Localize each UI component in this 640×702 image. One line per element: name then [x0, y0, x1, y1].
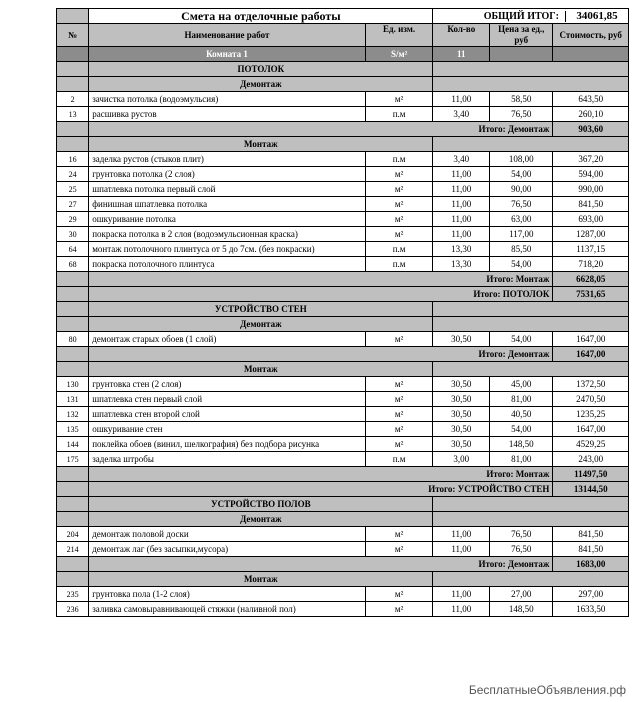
item-number: 135 [57, 422, 89, 437]
item-cost: 1633,50 [553, 602, 629, 617]
section-header [57, 302, 629, 317]
estimate-table [56, 8, 629, 617]
subsection-header [57, 77, 629, 92]
item-qty: 30,50 [433, 407, 490, 422]
item-number: 131 [57, 392, 89, 407]
item-number: 214 [57, 542, 89, 557]
item-cost: 1235,25 [553, 407, 629, 422]
table-row [57, 527, 629, 542]
section-total-label: Итого: УСТРОЙСТВО СТЕН [89, 482, 553, 497]
section-total-value: 13144,50 [553, 482, 629, 497]
item-unit: м² [365, 197, 433, 212]
item-name: ошкуривание стен [89, 422, 366, 437]
item-unit: м² [365, 422, 433, 437]
subtotal-row [57, 347, 629, 362]
subtotal-value: 1647,00 [553, 347, 629, 362]
item-unit: п.м [365, 107, 433, 122]
item-name: демонтаж старых обоев (1 слой) [89, 332, 366, 347]
item-price: 40,50 [490, 407, 553, 422]
item-unit: п.м [365, 452, 433, 467]
table-row [57, 377, 629, 392]
item-qty: 11,00 [433, 182, 490, 197]
item-unit: п.м [365, 242, 433, 257]
item-name: покраска потолочного плинтуса [89, 257, 366, 272]
item-unit: м² [365, 602, 433, 617]
item-name: расшивка рустов [89, 107, 366, 122]
item-qty: 11,00 [433, 197, 490, 212]
subtotal-value: 903,60 [553, 122, 629, 137]
item-price: 58,50 [490, 92, 553, 107]
item-cost: 1287,00 [553, 227, 629, 242]
item-price: 90,00 [490, 182, 553, 197]
item-cost: 718,20 [553, 257, 629, 272]
table-row [57, 422, 629, 437]
item-name: грунтовка потолка (2 слоя) [89, 167, 366, 182]
item-price: 81,00 [490, 392, 553, 407]
table-row [57, 182, 629, 197]
item-number: 80 [57, 332, 89, 347]
item-cost: 2470,50 [553, 392, 629, 407]
item-cost: 1372,50 [553, 377, 629, 392]
item-cost: 1647,00 [553, 332, 629, 347]
item-qty: 11,00 [433, 212, 490, 227]
item-cost: 841,50 [553, 527, 629, 542]
item-number: 25 [57, 182, 89, 197]
item-cost: 260,10 [553, 107, 629, 122]
item-cost: 367,20 [553, 152, 629, 167]
item-cost: 990,00 [553, 182, 629, 197]
item-name: поклейка обоев (винил, шелкография) без подбора рисунка [89, 437, 366, 452]
item-qty: 30,50 [433, 332, 490, 347]
item-qty: 11,00 [433, 527, 490, 542]
item-qty: 30,50 [433, 422, 490, 437]
section-total-label: Итого: ПОТОЛОК [89, 287, 553, 302]
item-price: 63,00 [490, 212, 553, 227]
item-unit: п.м [365, 152, 433, 167]
section-title: ПОТОЛОК [89, 62, 433, 77]
item-name: шпатлевка стен второй слой [89, 407, 366, 422]
table-row [57, 587, 629, 602]
item-qty: 11,00 [433, 602, 490, 617]
item-qty: 11,00 [433, 167, 490, 182]
subsection-title: Монтаж [89, 572, 433, 587]
subtotal-row [57, 272, 629, 287]
item-number: 16 [57, 152, 89, 167]
section-title: УСТРОЙСТВО ПОЛОВ [89, 497, 433, 512]
subsection-title: Демонтаж [89, 77, 433, 92]
item-name: грунтовка пола (1-2 слоя) [89, 587, 366, 602]
subsection-header [57, 362, 629, 377]
item-cost: 643,50 [553, 92, 629, 107]
table-row [57, 542, 629, 557]
subsection-header [57, 512, 629, 527]
item-cost: 297,00 [553, 587, 629, 602]
item-price: 85,50 [490, 242, 553, 257]
grand-total-value: 34061,85 [565, 11, 628, 22]
subtotal-label: Итого: Монтаж [89, 467, 553, 482]
item-price: 76,50 [490, 542, 553, 557]
table-row [57, 452, 629, 467]
item-price: 117,00 [490, 227, 553, 242]
item-price: 76,50 [490, 107, 553, 122]
item-unit: м² [365, 437, 433, 452]
item-qty: 11,00 [433, 92, 490, 107]
item-qty: 30,50 [433, 392, 490, 407]
item-unit: м² [365, 92, 433, 107]
item-number: 30 [57, 227, 89, 242]
section-header [57, 497, 629, 512]
item-unit: п.м [365, 257, 433, 272]
header-qty: Кол-во [433, 24, 490, 47]
item-price: 148,50 [490, 437, 553, 452]
item-name: демонтаж лаг (без засыпки,мусора) [89, 542, 366, 557]
item-qty: 30,50 [433, 437, 490, 452]
item-number: 68 [57, 257, 89, 272]
item-cost: 841,50 [553, 197, 629, 212]
table-row [57, 602, 629, 617]
item-price: 54,00 [490, 332, 553, 347]
item-price: 108,00 [490, 152, 553, 167]
table-row [57, 407, 629, 422]
subsection-header [57, 317, 629, 332]
subtotal-value: 11497,50 [553, 467, 629, 482]
header-row [57, 24, 629, 47]
table-row [57, 92, 629, 107]
subsection-title: Демонтаж [89, 512, 433, 527]
item-cost: 243,00 [553, 452, 629, 467]
title-row [57, 9, 629, 24]
item-name: финишная шпатлевка потолка [89, 197, 366, 212]
table-row [57, 392, 629, 407]
item-cost: 841,50 [553, 542, 629, 557]
table-row [57, 167, 629, 182]
subsection-header [57, 572, 629, 587]
section-total-row [57, 482, 629, 497]
item-qty: 3,40 [433, 107, 490, 122]
section-total-row [57, 287, 629, 302]
item-number: 175 [57, 452, 89, 467]
item-name: заделка штробы [89, 452, 366, 467]
room-name: Комната 1 [89, 47, 366, 62]
item-price: 27,00 [490, 587, 553, 602]
item-price: 148,50 [490, 602, 553, 617]
item-qty: 3,00 [433, 452, 490, 467]
item-price: 81,00 [490, 452, 553, 467]
subtotal-value: 1683,00 [553, 557, 629, 572]
header-no: № [57, 24, 89, 47]
item-unit: м² [365, 527, 433, 542]
header-name: Наименование работ [89, 24, 366, 47]
item-name: монтаж потолочного плинтуса от 5 до 7см. (без покраски) [89, 242, 366, 257]
subtotal-value: 6628,05 [553, 272, 629, 287]
table-row [57, 152, 629, 167]
item-qty: 13,30 [433, 257, 490, 272]
item-number: 132 [57, 407, 89, 422]
subtotal-label: Итого: Демонтаж [89, 122, 553, 137]
item-unit: м² [365, 167, 433, 182]
item-cost: 693,00 [553, 212, 629, 227]
item-unit: м² [365, 407, 433, 422]
item-name: шпатлевка потолка первый слой [89, 182, 366, 197]
item-price: 54,00 [490, 257, 553, 272]
table-row [57, 197, 629, 212]
item-price: 45,00 [490, 377, 553, 392]
subtotal-row [57, 467, 629, 482]
subtotal-label: Итого: Демонтаж [89, 347, 553, 362]
item-price: 76,50 [490, 527, 553, 542]
item-name: заделка рустов (стыков плит) [89, 152, 366, 167]
item-number: 27 [57, 197, 89, 212]
item-name: заливка самовыравнивающей стяжки (наливной пол) [89, 602, 366, 617]
item-name: ошкуривание потолка [89, 212, 366, 227]
room-row [57, 47, 629, 62]
item-unit: м² [365, 227, 433, 242]
item-price: 54,00 [490, 422, 553, 437]
table-row [57, 257, 629, 272]
table-row [57, 212, 629, 227]
item-qty: 3,40 [433, 152, 490, 167]
item-price: 76,50 [490, 197, 553, 212]
item-number: 130 [57, 377, 89, 392]
item-number: 2 [57, 92, 89, 107]
item-number: 236 [57, 602, 89, 617]
section-header [57, 62, 629, 77]
section-total-value: 7531,65 [553, 287, 629, 302]
item-number: 235 [57, 587, 89, 602]
section-title: УСТРОЙСТВО СТЕН [89, 302, 433, 317]
table-row [57, 242, 629, 257]
item-qty: 30,50 [433, 377, 490, 392]
item-unit: м² [365, 182, 433, 197]
item-name: покраска потолка в 2 слоя (водоэмульсионная краска) [89, 227, 366, 242]
item-number: 13 [57, 107, 89, 122]
item-cost: 4529,25 [553, 437, 629, 452]
subtotal-label: Итого: Монтаж [89, 272, 553, 287]
item-unit: м² [365, 587, 433, 602]
table-row [57, 332, 629, 347]
header-cost: Стоимость, руб [553, 24, 629, 47]
item-name: шпатлевка стен первый слой [89, 392, 366, 407]
item-number: 24 [57, 167, 89, 182]
subtotal-label: Итого: Демонтаж [89, 557, 553, 572]
item-number: 204 [57, 527, 89, 542]
room-unit: S/м² [365, 47, 433, 62]
item-qty: 11,00 [433, 227, 490, 242]
item-name: грунтовка стен (2 слоя) [89, 377, 366, 392]
header-price: Цена за ед., руб [490, 24, 553, 47]
item-qty: 11,00 [433, 587, 490, 602]
item-qty: 13,30 [433, 242, 490, 257]
table-row [57, 107, 629, 122]
subtotal-row [57, 557, 629, 572]
subsection-title: Монтаж [89, 362, 433, 377]
item-cost: 1647,00 [553, 422, 629, 437]
item-cost: 594,00 [553, 167, 629, 182]
item-unit: м² [365, 542, 433, 557]
room-qty: 11 [433, 47, 490, 62]
item-unit: м² [365, 332, 433, 347]
document-title: Смета на отделочные работы [89, 9, 433, 24]
table-row [57, 437, 629, 452]
item-unit: м² [365, 392, 433, 407]
item-number: 64 [57, 242, 89, 257]
subsection-header [57, 137, 629, 152]
item-name: зачистка потолка (водоэмульсия) [89, 92, 366, 107]
item-qty: 11,00 [433, 542, 490, 557]
item-price: 54,00 [490, 167, 553, 182]
item-number: 29 [57, 212, 89, 227]
grand-total-label: ОБЩИЙ ИТОГ: [483, 10, 559, 22]
item-unit: м² [365, 212, 433, 227]
subsection-title: Монтаж [89, 137, 433, 152]
table-row [57, 227, 629, 242]
watermark-text: БесплатныеОбъявления.рф [468, 683, 626, 697]
subtotal-row [57, 122, 629, 137]
subsection-title: Демонтаж [89, 317, 433, 332]
item-name: демонтаж половой доски [89, 527, 366, 542]
header-unit: Ед. изм. [365, 24, 433, 47]
item-cost: 1137,15 [553, 242, 629, 257]
item-unit: м² [365, 377, 433, 392]
item-number: 144 [57, 437, 89, 452]
